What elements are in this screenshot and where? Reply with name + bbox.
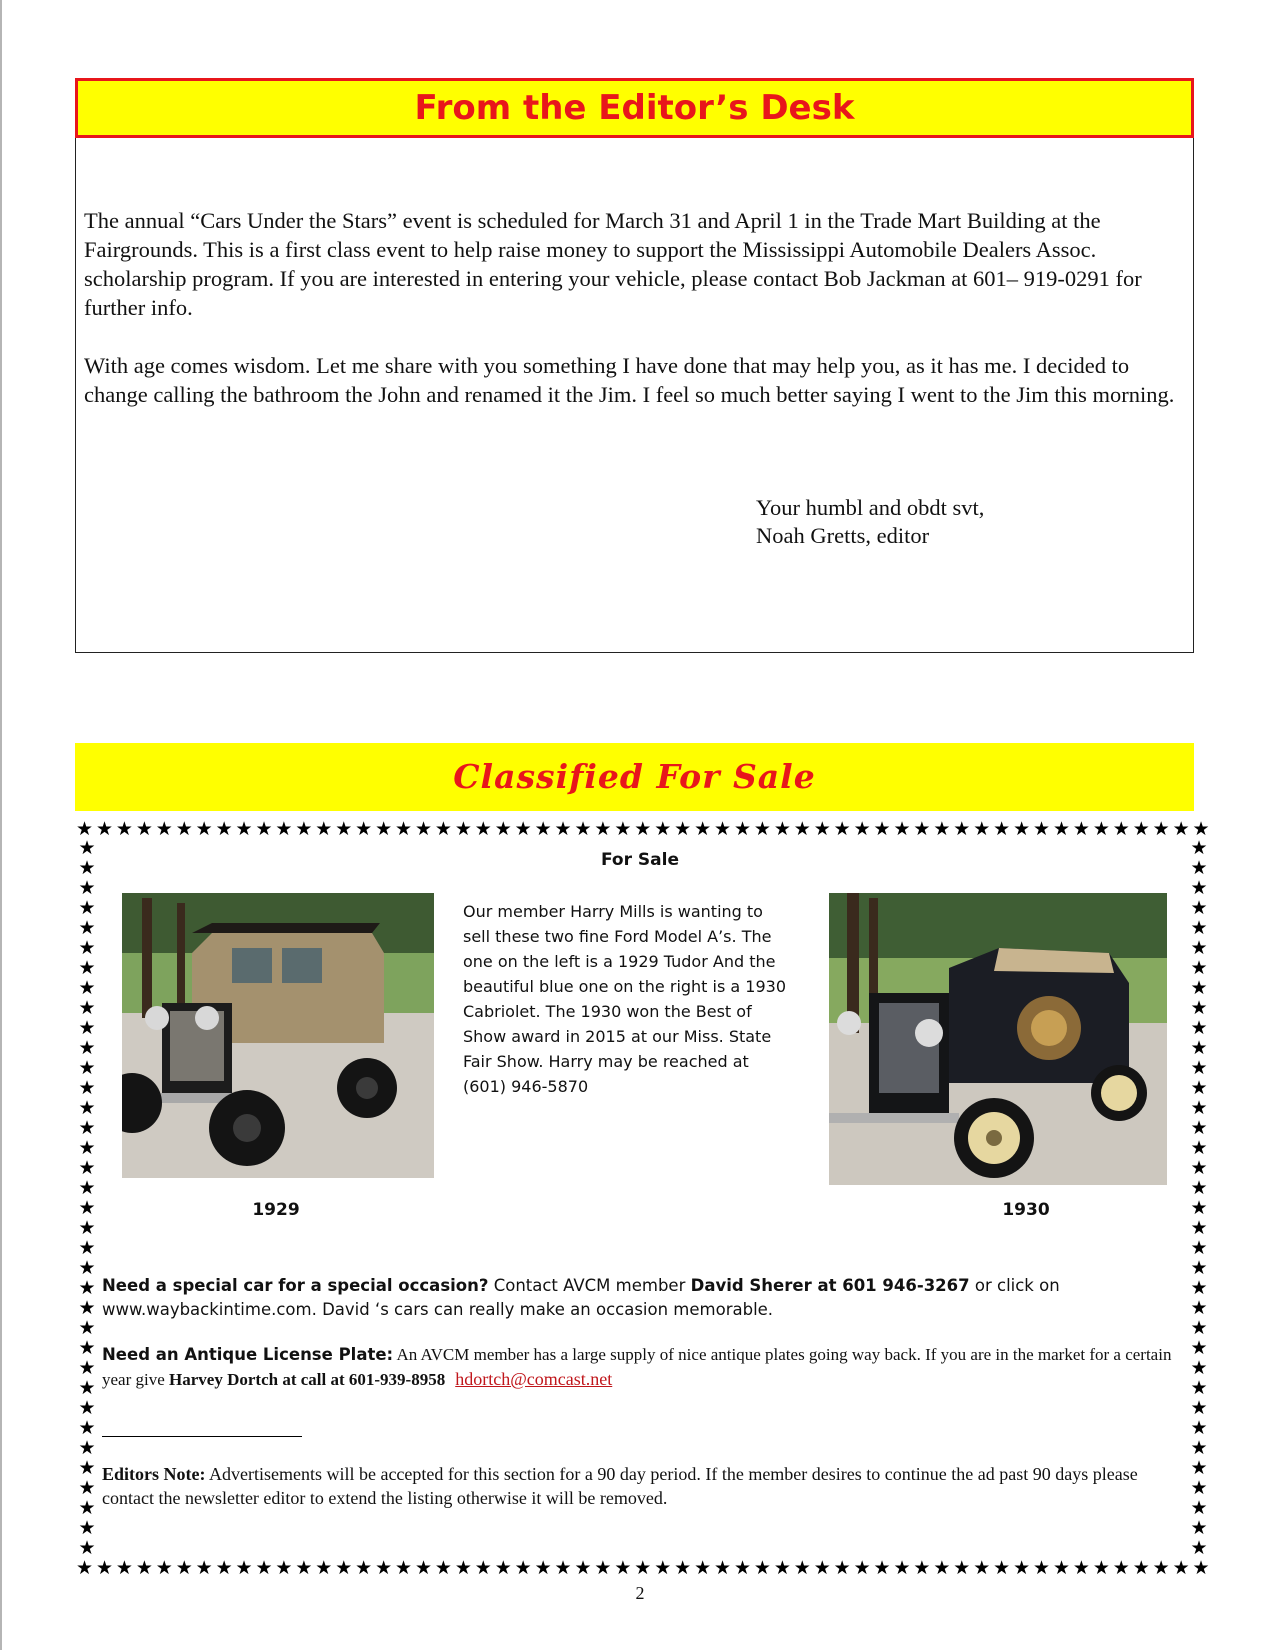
border-star: ★ — [873, 818, 891, 840]
editors-note-lead: Editors Note: — [102, 1464, 206, 1484]
border-star: ★ — [1172, 1557, 1190, 1579]
border-star: ★ — [893, 818, 911, 840]
special-car-contact: David Sherer at 601 946-3267 — [690, 1276, 970, 1295]
border-star: ★ — [78, 1197, 96, 1219]
border-star: ★ — [1190, 1397, 1208, 1419]
border-star: ★ — [1033, 818, 1051, 840]
border-star: ★ — [395, 818, 413, 840]
border-star: ★ — [78, 937, 96, 959]
border-star: ★ — [355, 818, 373, 840]
border-star: ★ — [215, 1557, 233, 1579]
for-sale-heading: For Sale — [601, 850, 679, 870]
border-star: ★ — [155, 1557, 173, 1579]
border-star: ★ — [474, 818, 492, 840]
border-star: ★ — [175, 818, 193, 840]
border-star: ★ — [195, 1557, 213, 1579]
border-star: ★ — [78, 1337, 96, 1359]
footnote-divider — [102, 1436, 302, 1437]
border-star: ★ — [78, 1057, 96, 1079]
border-star: ★ — [1190, 1477, 1208, 1499]
border-star: ★ — [195, 818, 213, 840]
border-star: ★ — [78, 1317, 96, 1339]
border-star: ★ — [773, 818, 791, 840]
border-star: ★ — [1190, 1137, 1208, 1159]
border-star: ★ — [594, 1557, 612, 1579]
border-star: ★ — [95, 818, 113, 840]
border-star: ★ — [78, 1037, 96, 1059]
border-star: ★ — [375, 818, 393, 840]
border-star: ★ — [1132, 818, 1150, 840]
border-star: ★ — [78, 897, 96, 919]
border-star: ★ — [1190, 857, 1208, 879]
license-plate-text: An AVCM member has a large supply of nice antique plates going way back. If you are in the market for a certain year give — [102, 1345, 1172, 1389]
border-star: ★ — [78, 1477, 96, 1499]
border-star: ★ — [78, 1257, 96, 1279]
border-star: ★ — [315, 818, 333, 840]
border-star: ★ — [753, 818, 771, 840]
border-star: ★ — [1092, 1557, 1110, 1579]
border-star: ★ — [78, 1357, 96, 1379]
page-number: 2 — [635, 1583, 645, 1603]
border-star: ★ — [1190, 1157, 1208, 1179]
border-star: ★ — [614, 818, 632, 840]
star-border-right — [1188, 838, 1210, 1558]
border-star: ★ — [115, 1557, 133, 1579]
border-star: ★ — [78, 1077, 96, 1099]
border-star: ★ — [78, 877, 96, 899]
border-star: ★ — [78, 1117, 96, 1139]
special-car-text-1: Contact AVCM member — [488, 1276, 691, 1295]
border-star: ★ — [1190, 1217, 1208, 1239]
border-star: ★ — [1172, 818, 1190, 840]
border-star: ★ — [753, 1557, 771, 1579]
border-star: ★ — [375, 1557, 393, 1579]
border-star: ★ — [494, 818, 512, 840]
border-star: ★ — [1190, 937, 1208, 959]
border-star: ★ — [1190, 1517, 1208, 1539]
border-star: ★ — [1052, 1557, 1070, 1579]
border-star: ★ — [78, 857, 96, 879]
border-star: ★ — [1013, 818, 1031, 840]
editor-desk-box — [75, 138, 1194, 653]
license-plate-contact: Harvey Dortch at call at 601-939-8958 — [169, 1370, 446, 1389]
border-star: ★ — [78, 1137, 96, 1159]
border-star: ★ — [1190, 1537, 1208, 1559]
border-star: ★ — [1192, 1557, 1210, 1579]
license-plate-notice — [102, 1343, 1182, 1392]
border-star: ★ — [1152, 818, 1170, 840]
border-star: ★ — [1190, 1097, 1208, 1119]
border-star: ★ — [853, 1557, 871, 1579]
border-star: ★ — [973, 818, 991, 840]
star-border-bottom — [76, 1557, 1210, 1579]
page-edge-rule — [0, 0, 2, 1650]
border-star: ★ — [674, 1557, 692, 1579]
border-star: ★ — [78, 1457, 96, 1479]
caption-1930: 1930 — [1002, 1200, 1050, 1220]
border-star: ★ — [674, 818, 692, 840]
border-star: ★ — [78, 1417, 96, 1439]
border-star: ★ — [295, 818, 313, 840]
border-star: ★ — [315, 1557, 333, 1579]
border-star: ★ — [833, 818, 851, 840]
border-star: ★ — [78, 1277, 96, 1299]
border-star: ★ — [813, 818, 831, 840]
border-star: ★ — [78, 1157, 96, 1179]
border-star: ★ — [235, 1557, 253, 1579]
border-star: ★ — [933, 818, 951, 840]
license-plate-lead: Need an Antique License Plate: — [102, 1345, 394, 1364]
border-star: ★ — [953, 818, 971, 840]
border-star: ★ — [175, 1557, 193, 1579]
for-sale-ad-text: Our member Harry Mills is wanting to sell these two fine Ford Model A’s. The one on the left is a 1929 Tudor And the beautiful blue one on the right is a 1930 Cabriolet. The 1930 won the Best of Show award in 2015 at our Miss. State Fair Show. Harry may be reached at (601) 946-5870 — [463, 902, 787, 1096]
license-plate-email-link[interactable]: hdortch@comcast.net — [455, 1369, 613, 1389]
car-photo-1930 — [829, 893, 1167, 1185]
editor-paragraph-wisdom: With age comes wisdom. Let me share with you something I have done that may help you, as it has me. I decided to change calling the bathroom the John and renamed it the Jim. I feel so much better saying I went to the Jim this morning. — [84, 353, 1175, 407]
border-star: ★ — [434, 1557, 452, 1579]
border-star: ★ — [1190, 1237, 1208, 1259]
border-star: ★ — [78, 1437, 96, 1459]
editor-desk-heading: From the Editor’s Desk — [75, 78, 1194, 138]
border-star: ★ — [78, 1397, 96, 1419]
border-star: ★ — [255, 818, 273, 840]
border-star: ★ — [793, 1557, 811, 1579]
border-star: ★ — [1190, 1017, 1208, 1039]
border-star: ★ — [1192, 818, 1210, 840]
border-star: ★ — [733, 1557, 751, 1579]
signature-line-1: Your humbl and obdt svt, — [756, 495, 985, 520]
border-star: ★ — [933, 1557, 951, 1579]
border-star: ★ — [694, 818, 712, 840]
border-star: ★ — [454, 818, 472, 840]
border-star: ★ — [1112, 818, 1130, 840]
border-star: ★ — [395, 1557, 413, 1579]
border-star: ★ — [215, 818, 233, 840]
border-star: ★ — [1190, 1497, 1208, 1519]
border-star: ★ — [993, 1557, 1011, 1579]
border-star: ★ — [993, 818, 1011, 840]
border-star: ★ — [614, 1557, 632, 1579]
border-star: ★ — [654, 1557, 672, 1579]
border-star: ★ — [1190, 977, 1208, 999]
border-star: ★ — [634, 1557, 652, 1579]
border-star: ★ — [1190, 1057, 1208, 1079]
border-star: ★ — [78, 997, 96, 1019]
border-star: ★ — [78, 917, 96, 939]
border-star: ★ — [115, 818, 133, 840]
border-star: ★ — [78, 977, 96, 999]
border-star: ★ — [434, 818, 452, 840]
border-star: ★ — [893, 1557, 911, 1579]
editor-paragraph-event: The annual “Cars Under the Stars” event is scheduled for March 31 and April 1 in the Trade Mart Building at the Fairgrounds. This is a first class event to help raise money to support the Mississippi Automobile Dealers Assoc. scholarship program. If you are interested in entering your vehicle, please contact Bob Jackman at 601– 919-0291 for further info. — [84, 208, 1142, 320]
star-border-top — [76, 818, 1210, 840]
border-star: ★ — [78, 1017, 96, 1039]
border-star: ★ — [813, 1557, 831, 1579]
border-star: ★ — [694, 1557, 712, 1579]
border-star: ★ — [514, 818, 532, 840]
editors-note-text: Advertisements will be accepted for this section for a 90 day period. If the member desires to continue the ad past 90 days please contact the newsletter editor to extend the listing otherwise it will be removed. — [102, 1464, 1138, 1508]
border-star: ★ — [235, 818, 253, 840]
special-car-text-2: or click on www.waybackintime.com. David ‘s cars can really make an occasion memorable. — [102, 1276, 1060, 1319]
border-star: ★ — [714, 1557, 732, 1579]
border-star: ★ — [78, 1497, 96, 1519]
border-star: ★ — [135, 818, 153, 840]
border-star: ★ — [78, 1097, 96, 1119]
border-star: ★ — [78, 1217, 96, 1239]
border-star: ★ — [1190, 1077, 1208, 1099]
border-star: ★ — [1013, 1557, 1031, 1579]
border-star: ★ — [78, 837, 96, 859]
border-star: ★ — [78, 1537, 96, 1559]
border-star: ★ — [1190, 1257, 1208, 1279]
border-star: ★ — [1190, 1437, 1208, 1459]
border-star: ★ — [78, 1237, 96, 1259]
border-star: ★ — [355, 1557, 373, 1579]
border-star: ★ — [1092, 818, 1110, 840]
border-star: ★ — [634, 818, 652, 840]
border-star: ★ — [474, 1557, 492, 1579]
border-star: ★ — [833, 1557, 851, 1579]
border-star: ★ — [913, 1557, 931, 1579]
border-star: ★ — [1190, 917, 1208, 939]
border-star: ★ — [414, 818, 432, 840]
border-star: ★ — [773, 1557, 791, 1579]
border-star: ★ — [275, 1557, 293, 1579]
border-star: ★ — [1190, 1297, 1208, 1319]
border-star: ★ — [793, 818, 811, 840]
border-star: ★ — [1190, 1277, 1208, 1299]
border-star: ★ — [335, 1557, 353, 1579]
border-star: ★ — [1112, 1557, 1130, 1579]
border-star: ★ — [1072, 818, 1090, 840]
border-star: ★ — [654, 818, 672, 840]
border-star: ★ — [733, 818, 751, 840]
border-star: ★ — [1190, 1357, 1208, 1379]
border-star: ★ — [1190, 1197, 1208, 1219]
border-star: ★ — [295, 1557, 313, 1579]
border-star: ★ — [1072, 1557, 1090, 1579]
border-star: ★ — [973, 1557, 991, 1579]
border-star: ★ — [1190, 1457, 1208, 1479]
border-star: ★ — [78, 1517, 96, 1539]
border-star: ★ — [78, 957, 96, 979]
border-star: ★ — [873, 1557, 891, 1579]
border-star: ★ — [1190, 837, 1208, 859]
special-car-lead: Need a special car for a special occasion? — [102, 1276, 489, 1295]
border-star: ★ — [335, 818, 353, 840]
border-star: ★ — [78, 1377, 96, 1399]
special-car-notice — [102, 1274, 1182, 1322]
star-border-left — [76, 838, 98, 1558]
border-star: ★ — [1190, 1417, 1208, 1439]
border-star: ★ — [574, 1557, 592, 1579]
border-star: ★ — [494, 1557, 512, 1579]
border-star: ★ — [78, 1297, 96, 1319]
border-star: ★ — [1190, 1037, 1208, 1059]
signature-line-2: Noah Gretts, editor — [756, 523, 930, 548]
border-star: ★ — [155, 818, 173, 840]
border-star: ★ — [594, 818, 612, 840]
border-star: ★ — [953, 1557, 971, 1579]
border-star: ★ — [454, 1557, 472, 1579]
border-star: ★ — [574, 818, 592, 840]
border-star: ★ — [534, 818, 552, 840]
border-star: ★ — [78, 1177, 96, 1199]
border-star: ★ — [255, 1557, 273, 1579]
border-star: ★ — [1132, 1557, 1150, 1579]
border-star: ★ — [76, 1557, 94, 1579]
border-star: ★ — [1190, 1377, 1208, 1399]
border-star: ★ — [1190, 1117, 1208, 1139]
border-star: ★ — [514, 1557, 532, 1579]
border-star: ★ — [135, 1557, 153, 1579]
border-star: ★ — [714, 818, 732, 840]
border-star: ★ — [554, 1557, 572, 1579]
border-star: ★ — [1033, 1557, 1051, 1579]
border-star: ★ — [275, 818, 293, 840]
editors-note — [102, 1462, 1182, 1510]
border-star: ★ — [1152, 1557, 1170, 1579]
editor-signature — [756, 494, 984, 550]
car-photo-1929 — [122, 893, 434, 1178]
border-star: ★ — [853, 818, 871, 840]
border-star: ★ — [913, 818, 931, 840]
border-star: ★ — [534, 1557, 552, 1579]
border-star: ★ — [1052, 818, 1070, 840]
border-star: ★ — [95, 1557, 113, 1579]
border-star: ★ — [1190, 1177, 1208, 1199]
classified-heading: Classified For Sale — [75, 743, 1194, 811]
border-star: ★ — [1190, 1337, 1208, 1359]
border-star: ★ — [1190, 957, 1208, 979]
border-star: ★ — [554, 818, 572, 840]
border-star: ★ — [1190, 897, 1208, 919]
border-star: ★ — [1190, 877, 1208, 899]
border-star: ★ — [1190, 1317, 1208, 1339]
border-star: ★ — [76, 818, 94, 840]
caption-1929: 1929 — [252, 1200, 300, 1220]
border-star: ★ — [414, 1557, 432, 1579]
border-star: ★ — [1190, 997, 1208, 1019]
